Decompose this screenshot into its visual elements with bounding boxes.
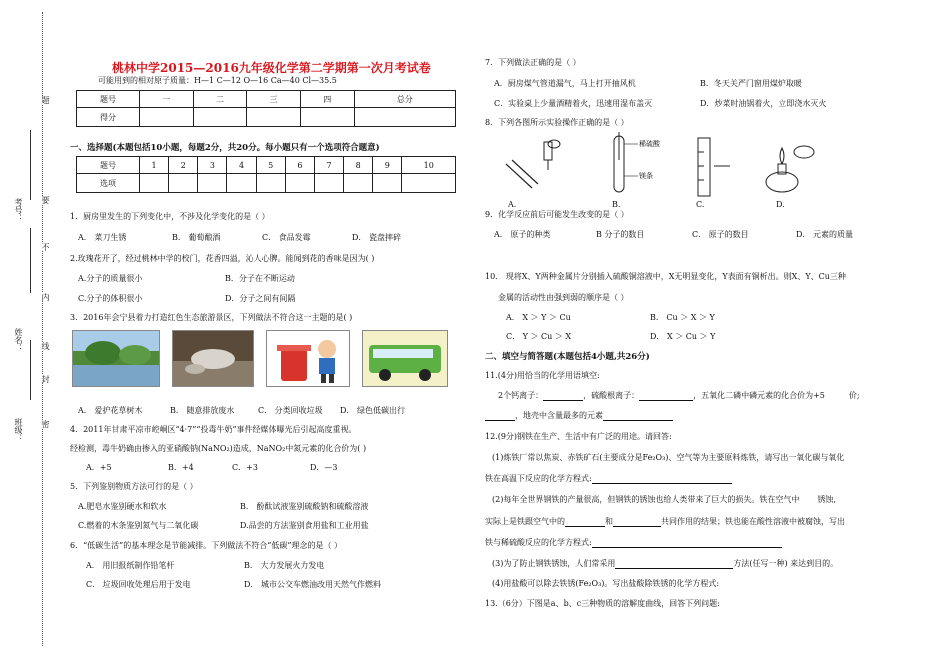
q5-option-d[interactable]: D.品尝的方法鉴别食用盐和工业用盐 xyxy=(240,521,369,530)
question-12: 12.(9分)钢铁在生产、生活中有广泛的用途。请回答: xyxy=(485,432,672,441)
score-cell[interactable] xyxy=(140,108,194,127)
photo-waste-water xyxy=(172,330,254,387)
q10-option-a[interactable]: A． X ＞ Y ＞ Cu xyxy=(506,313,571,322)
q3-option-c[interactable]: C． 分类回收垃圾 xyxy=(258,406,323,415)
q5-option-b[interactable]: B． 酚酞试液鉴别硫酸钠和硫酸溶液 xyxy=(240,502,369,511)
q3-option-a[interactable]: A． 爱护花草树木 xyxy=(78,406,143,415)
student-name-field[interactable] xyxy=(12,280,24,400)
score-header-cell: 四 xyxy=(300,91,354,108)
question-6: 6．“低碳生活”的基本理念是节能减排。下列做法不符合“低碳”理念的是（ ） xyxy=(70,541,342,550)
q12-part3 xyxy=(492,558,838,569)
answer-cell[interactable] xyxy=(140,174,169,193)
q12-part3-prompt: (3)为了防止钢铁锈蚀，人们常采用 xyxy=(492,559,616,568)
q11-calcium-ion-blank[interactable] xyxy=(543,392,583,401)
q10-option-d[interactable]: D． X ＞ Cu ＞ Y xyxy=(650,332,716,341)
q7-option-b[interactable]: B．冬天关严门窗用煤炉取暖 xyxy=(700,79,802,88)
score-cell[interactable] xyxy=(193,108,247,127)
q4-option-c[interactable]: C．+3 xyxy=(232,463,258,472)
margin-char-nei: 内 xyxy=(36,293,50,301)
score-header-cell: 一 xyxy=(140,91,194,108)
q12-part3-suffix: 方法(任写一种) 来达到目的。 xyxy=(733,559,839,568)
score-row-label: 得分 xyxy=(77,108,140,127)
figure-8-label-b: B. xyxy=(612,200,621,209)
picture-recycling-bin xyxy=(266,330,350,387)
q2-option-a[interactable]: A.分子的质量很小 xyxy=(78,274,143,283)
question-7: 7．下列做法正确的是（ ） xyxy=(485,58,581,67)
q12-part2-line3 xyxy=(485,537,782,548)
q11-valence-suffix: 价; xyxy=(848,391,860,400)
question-4-line1: 4．2011年甘肃平凉市崆峒区“4·7”“投毒牛奶”事件经媒体曝光后引起高度重视。 xyxy=(70,425,357,434)
name-underline xyxy=(30,228,31,293)
binding-margin xyxy=(36,0,50,658)
q12-part2-equation-blank[interactable] xyxy=(592,539,782,548)
answer-row-label: 题号 xyxy=(77,157,140,174)
q5-option-a[interactable]: A.肥皂水鉴别硬水和软水 xyxy=(78,502,167,511)
question-10-line1: 10． 现将X、Y两种金属片分别插入硫酸铜溶液中，X无明显变化，Y表面有铜析出。则X、Y、Cu三种 xyxy=(485,272,846,281)
margin-char-yao: 要 xyxy=(36,196,50,204)
seal-line xyxy=(42,12,43,646)
answer-num: 2 xyxy=(169,157,198,174)
q9-option-d[interactable]: D． 元素的质量 xyxy=(796,230,853,239)
q11-valence-blank[interactable] xyxy=(485,412,515,421)
figure-8b-test-tube xyxy=(598,130,678,202)
picture-green-bus xyxy=(362,330,448,387)
answer-num: 8 xyxy=(344,157,373,174)
answer-cell[interactable] xyxy=(402,174,456,193)
figure-8-label-a: A. xyxy=(508,200,517,209)
score-header-cell: 题号 xyxy=(77,91,140,108)
question-8: 8．下列各图所示实验操作正确的是（ ） xyxy=(485,118,629,127)
q11-line1 xyxy=(498,390,860,401)
q4-option-b[interactable]: B．+4 xyxy=(168,463,194,472)
q4-option-a[interactable]: A．+5 xyxy=(86,463,112,472)
q12-part1-line1: (1)炼铁厂常以焦炭、赤铁矿石(主要成分是Fe₂O₃)、空气等为主要原料炼铁，请写出一氧化碳与氧化 xyxy=(492,453,845,462)
q6-option-c[interactable]: C． 垃圾回收处理后用于发电 xyxy=(86,580,191,589)
q12-part2-text-end: 锈蚀, xyxy=(817,495,836,504)
answer-cell[interactable] xyxy=(314,174,343,193)
answer-cell[interactable] xyxy=(344,174,373,193)
q12-part2-text: (2)每年全世界钢铁的产量很高，但钢铁的锈蚀也给人类带来了巨大的损失。铁在空气中 xyxy=(492,495,800,504)
q12-part2-blank-2[interactable] xyxy=(613,518,661,527)
figure-8-label-d: D. xyxy=(776,200,785,209)
q12-part4: (4)用盐酸可以除去铁锈(Fe₂O₃)。写出盐酸除铁锈的化学方程式: xyxy=(492,579,720,588)
margin-char-ti: 题 xyxy=(36,96,50,104)
q12-part2-blank-1[interactable] xyxy=(565,518,605,527)
q7-option-d[interactable]: D．炒菜时油锅着火，立即浇水灭火 xyxy=(700,99,827,108)
q6-option-a[interactable]: A． 用旧报纸制作铅笔杆 xyxy=(86,561,175,570)
q11-sulfate-label: ，硫酸根离子： xyxy=(583,391,640,400)
q9-option-a[interactable]: A． 原子的种类 xyxy=(494,230,551,239)
label-dilute-acid: 稀硫酸 xyxy=(639,140,660,148)
figure-8-label-c: C. xyxy=(696,200,705,209)
q12-part2-line2 xyxy=(485,516,845,527)
answer-cell[interactable] xyxy=(169,174,198,193)
q7-option-a[interactable]: A．厨房煤气管道漏气，马上打开抽风机 xyxy=(494,79,636,88)
question-5: 5．下列鉴别物质方法可行的是（ ） xyxy=(70,482,198,491)
q2-option-c[interactable]: C.分子的体积很小 xyxy=(78,294,143,303)
q11-crust-element-label: ，地壳中含量最多的元素 xyxy=(515,411,603,420)
q6-option-b[interactable]: B． 大力发展火力发电 xyxy=(244,561,325,570)
figure-8a-dropper xyxy=(492,132,572,202)
answer-num: 3 xyxy=(198,157,227,174)
section1-heading: 一、选择题(本题包括10小题，每题2分，共20分。每小题只有一个选项符合题意) xyxy=(70,143,380,153)
q12-part1-line2 xyxy=(485,473,732,484)
q10-option-b[interactable]: B． Cu ＞ X ＞ Y xyxy=(650,313,715,322)
score-header-cell: 三 xyxy=(247,91,301,108)
q1-option-d[interactable]: D． 瓷盘摔碎 xyxy=(352,233,401,242)
margin-char-feng: 封 xyxy=(36,375,50,383)
q7-option-c[interactable]: C．实验桌上少量酒精着火，迅速用湿布盖灭 xyxy=(494,99,653,108)
figure-8d-alcohol-lamp xyxy=(752,132,832,202)
figure-8c-cylinder xyxy=(684,132,744,202)
exam-number-label: 考号： xyxy=(14,198,23,222)
answer-cell[interactable] xyxy=(256,174,285,193)
score-cell[interactable] xyxy=(300,108,354,127)
q9-option-c[interactable]: C． 原子的数目 xyxy=(692,230,749,239)
photo-lake-trees xyxy=(72,330,160,387)
answer-cell[interactable] xyxy=(285,174,314,193)
score-cell[interactable] xyxy=(354,108,455,127)
question-2: 2.玫瑰花开了，经过桃林中学的校门，花香四溢，沁人心脾。能闻到花的香味是因为( ) xyxy=(70,254,375,263)
question-1: 1．厨房里发生的下列变化中，不涉及化学变化的是（ ） xyxy=(70,212,270,221)
answer-num: 10 xyxy=(402,157,456,174)
q6-option-d[interactable]: D． 城市公交车燃油改用天然气作燃料 xyxy=(244,580,381,589)
q11-sulfate-blank[interactable] xyxy=(639,392,693,401)
q1-option-c[interactable]: C． 食品发霉 xyxy=(262,233,311,242)
margin-char-bu: 不 xyxy=(36,243,50,251)
q11-crust-element-blank[interactable] xyxy=(603,412,673,421)
q12-part2-line1 xyxy=(492,494,836,505)
answer-cell[interactable] xyxy=(227,174,256,193)
answer-num: 9 xyxy=(373,157,402,174)
answer-cell[interactable] xyxy=(373,174,402,193)
q11-calcium-ion-label: 2个钙离子： xyxy=(498,391,544,400)
q2-option-b[interactable]: B．分子在不断运动 xyxy=(225,274,295,283)
q4-option-d[interactable]: D．—3 xyxy=(310,463,338,472)
answer-table xyxy=(76,156,456,193)
question-9: 9．化学反应前后可能发生改变的是（ ） xyxy=(485,210,629,219)
exam-number-field[interactable] xyxy=(12,135,24,285)
margin-char-mi: 密 xyxy=(36,420,50,428)
score-cell[interactable] xyxy=(247,108,301,127)
class-label: 班级： xyxy=(14,418,23,442)
q2-option-d[interactable]: D．分子之间有间隔 xyxy=(225,294,296,303)
q5-option-c[interactable]: C.燃着的木条鉴别氮气与二氧化碳 xyxy=(78,521,199,530)
q12-part2-and: 和 xyxy=(605,517,613,526)
section2-heading: 二、填空与简答题(本题包括4小题,共26分) xyxy=(485,352,650,362)
q12-part2-air-label: 实际上是铁跟空气中的 xyxy=(485,517,565,526)
question-13: 13.（6分）下图是a、b、c三种物质的溶解度曲线，回答下列问题: xyxy=(485,599,720,608)
exam-number-underline xyxy=(30,130,31,200)
student-name-label: 姓名： xyxy=(14,328,23,352)
score-header-cell: 二 xyxy=(193,91,247,108)
q12-part2-acid-prompt: 铁与稀硫酸反应的化学方程式: xyxy=(485,538,592,547)
question-4-line2: 经检测，毒牛奶确由掺入的亚硝酸钠(NaNO₂)造成，NaNO₂中氮元素的化合价为( ) xyxy=(70,444,367,453)
score-table xyxy=(76,90,456,127)
q3-option-b[interactable]: B． 随意排放废水 xyxy=(170,406,235,415)
class-underline xyxy=(30,340,31,400)
q10-option-c[interactable]: C． Y ＞ Cu ＞ X xyxy=(506,332,572,341)
answer-num: 7 xyxy=(314,157,343,174)
q1-option-a[interactable]: A． 菜刀生锈 xyxy=(78,233,127,242)
question-10-line2: 金属的活动性由强到弱的顺序是（ ） xyxy=(498,293,629,302)
q12-part1-prompt: 铁在高温下反应的化学方程式: xyxy=(485,474,592,483)
q11-line2 xyxy=(485,410,673,421)
q12-part3-blank[interactable] xyxy=(615,560,733,569)
answer-row-label: 选项 xyxy=(77,174,140,193)
answer-cell[interactable] xyxy=(198,174,227,193)
answer-num: 6 xyxy=(285,157,314,174)
atomic-mass-note: 可能用到的相对原子质量：H—1 C—12 O—16 Ca—40 Cl—35.5 xyxy=(98,76,337,85)
q11-valence-label: ，五氧化二磷中磷元素的化合价为+5 xyxy=(693,391,825,400)
question-3: 3．2016年会宁县着力打造红色生态旅游景区，下列做法不符合这一主题的是( ) xyxy=(70,313,353,322)
q12-part1-equation-blank[interactable] xyxy=(592,475,732,484)
answer-num: 4 xyxy=(227,157,256,174)
q1-option-b[interactable]: B． 葡萄酿酒 xyxy=(172,233,221,242)
answer-num: 5 xyxy=(256,157,285,174)
q12-part2-rest: 共同作用的结果；铁也能在酸性溶液中被腐蚀，写出 xyxy=(661,517,845,526)
q9-option-b[interactable]: B 分子的数目 xyxy=(596,230,645,239)
exam-title: 桃林中学2015—2016九年级化学第二学期第一次月考试卷 xyxy=(112,61,431,75)
q3-option-d[interactable]: D． 绿色低碳出行 xyxy=(340,406,405,415)
question-11: 11.(4分)用恰当的化学用语填空: xyxy=(485,371,600,380)
answer-num: 1 xyxy=(140,157,169,174)
margin-char-xian: 线 xyxy=(36,342,50,350)
score-header-cell: 总分 xyxy=(354,91,455,108)
label-magnesium-strip: 镁条 xyxy=(639,172,653,180)
class-field[interactable] xyxy=(12,395,24,465)
